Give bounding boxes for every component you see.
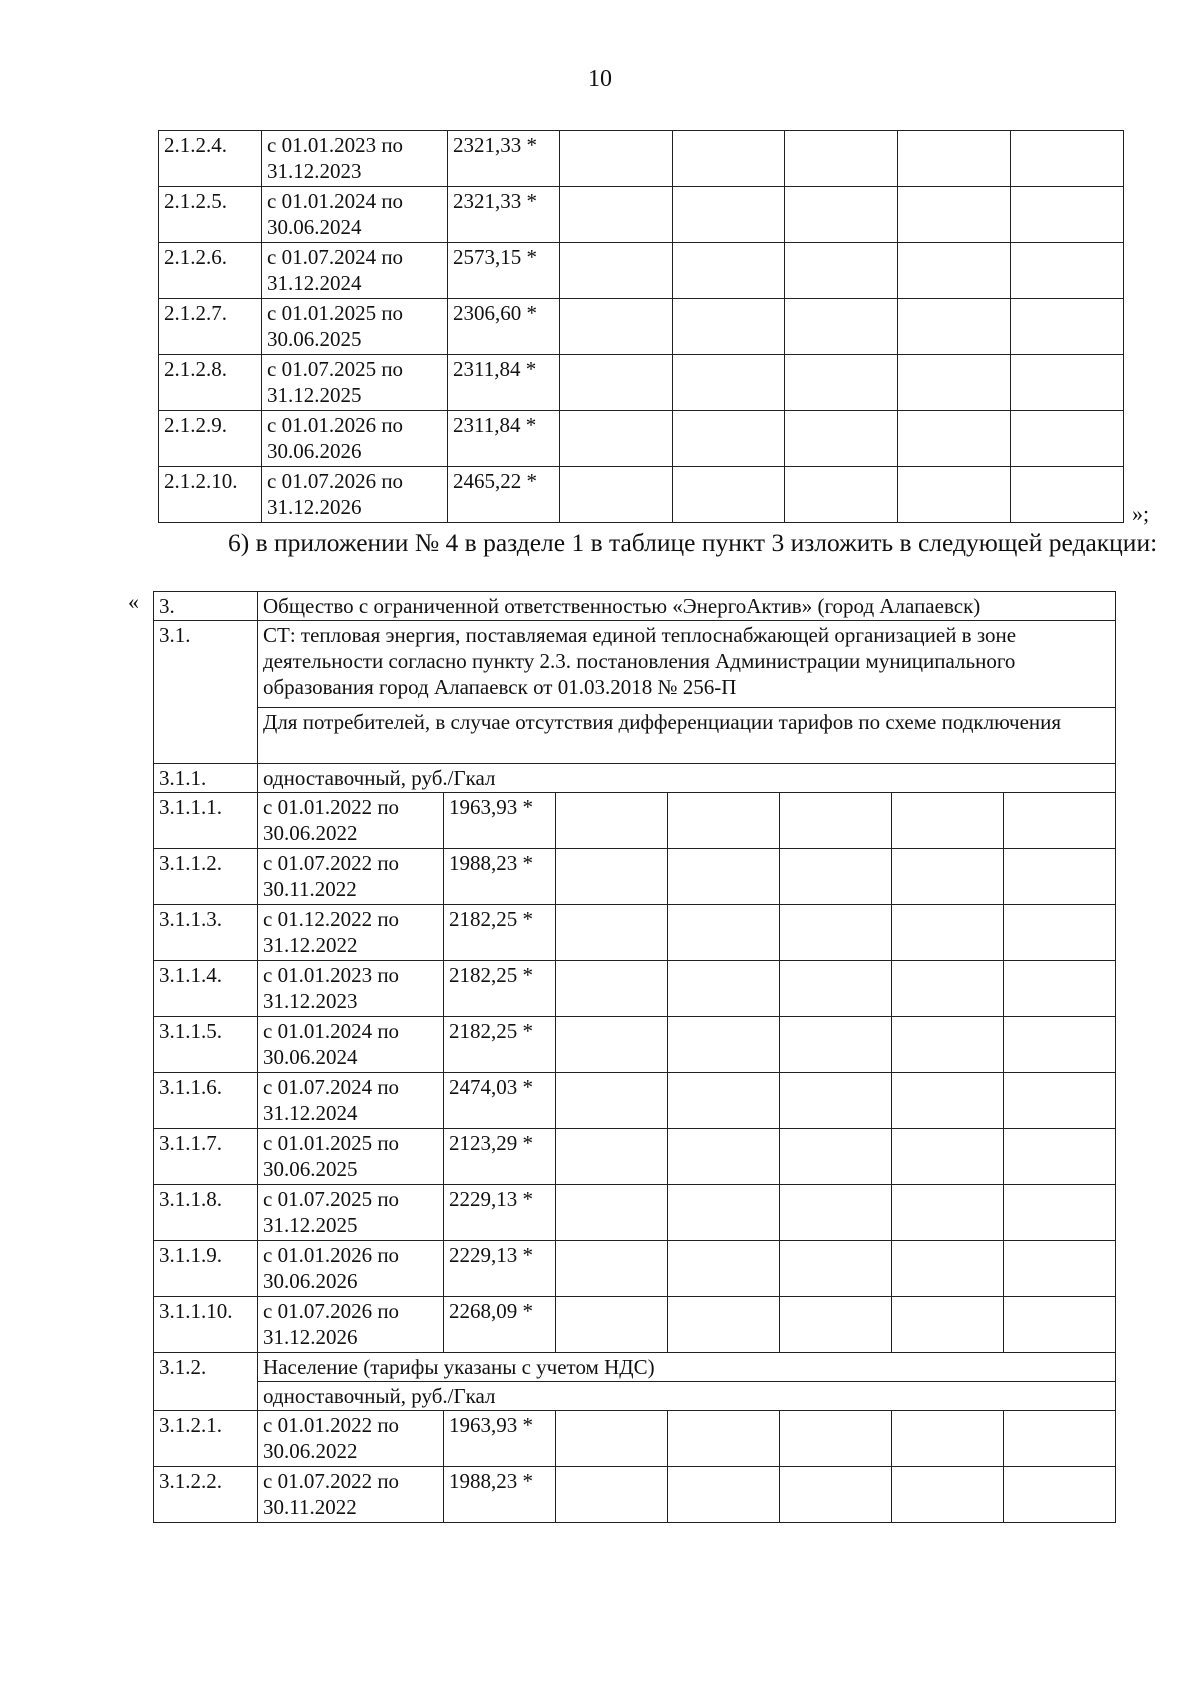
empty-cell bbox=[780, 1017, 892, 1073]
row-value: 2465,22 * bbox=[448, 467, 560, 523]
row-value: 1963,93 * bbox=[444, 1411, 556, 1467]
opening-quote: « bbox=[128, 589, 139, 614]
row-num: 2.1.2.6. bbox=[159, 243, 262, 299]
empty-cell bbox=[1011, 243, 1124, 299]
table-row bbox=[159, 131, 1124, 187]
empty-cell bbox=[785, 467, 898, 523]
empty-cell bbox=[780, 1411, 892, 1467]
row-num: 3.1.1.9. bbox=[154, 1241, 258, 1297]
row-value: 2123,29 * bbox=[444, 1129, 556, 1185]
empty-cell bbox=[785, 355, 898, 411]
population-label: Население (тарифы указаны с учетом НДС) bbox=[258, 1353, 1116, 1382]
row-num: 3.1.1.7. bbox=[154, 1129, 258, 1185]
row-period: с 01.01.2022 по 30.06.2022 bbox=[258, 1411, 444, 1467]
empty-cell bbox=[1004, 793, 1116, 849]
empty-cell bbox=[668, 1185, 780, 1241]
row-period: с 01.07.2022 по 30.11.2022 bbox=[258, 1467, 444, 1523]
empty-cell bbox=[785, 411, 898, 467]
row-num: 2.1.2.7. bbox=[159, 299, 262, 355]
row-value: 2573,15 * bbox=[448, 243, 560, 299]
empty-cell bbox=[668, 1073, 780, 1129]
table-row bbox=[154, 1017, 1116, 1073]
tariff-b-row bbox=[154, 1382, 1116, 1411]
table-row bbox=[159, 243, 1124, 299]
empty-cell bbox=[1011, 467, 1124, 523]
empty-cell bbox=[785, 299, 898, 355]
empty-cell bbox=[668, 1297, 780, 1353]
empty-cell bbox=[780, 961, 892, 1017]
row-period: с 01.01.2024 по 30.06.2024 bbox=[258, 1017, 444, 1073]
table-row bbox=[154, 961, 1116, 1017]
empty-cell bbox=[560, 467, 673, 523]
empty-cell bbox=[780, 905, 892, 961]
tariff-b-label: одноставочный, руб./Гкал bbox=[258, 1382, 1116, 1411]
consumers-note: Для потребителей, в случае отсутствия дифференциации тарифов по схеме подключения bbox=[258, 708, 1116, 764]
row-num: 3.1.2.1. bbox=[154, 1411, 258, 1467]
empty-cell bbox=[780, 1297, 892, 1353]
table-row bbox=[159, 299, 1124, 355]
org-num: 3. bbox=[154, 592, 258, 621]
empty-cell bbox=[556, 961, 668, 1017]
empty-cell bbox=[1011, 411, 1124, 467]
empty-cell bbox=[892, 1129, 1004, 1185]
table-row bbox=[159, 355, 1124, 411]
row-num: 2.1.2.5. bbox=[159, 187, 262, 243]
empty-cell bbox=[556, 1129, 668, 1185]
table-row bbox=[154, 905, 1116, 961]
empty-cell bbox=[892, 961, 1004, 1017]
empty-cell bbox=[892, 1411, 1004, 1467]
empty-cell bbox=[1004, 1467, 1116, 1523]
row-num: 3.1.1.6. bbox=[154, 1073, 258, 1129]
row-num: 3.1.1.3. bbox=[154, 905, 258, 961]
table-row bbox=[154, 1241, 1116, 1297]
row-period: с 01.01.2025 по 30.06.2025 bbox=[258, 1129, 444, 1185]
empty-cell bbox=[892, 849, 1004, 905]
empty-cell bbox=[560, 131, 673, 187]
empty-cell bbox=[668, 793, 780, 849]
empty-cell bbox=[1004, 1297, 1116, 1353]
row-period: с 01.07.2025 по 31.12.2025 bbox=[258, 1185, 444, 1241]
row-period: с 01.07.2024 по 31.12.2024 bbox=[258, 1073, 444, 1129]
empty-cell bbox=[898, 299, 1011, 355]
empty-cell bbox=[892, 1241, 1004, 1297]
row-num: 3.1.2.2. bbox=[154, 1467, 258, 1523]
empty-cell bbox=[673, 187, 785, 243]
row-period: с 01.07.2025 по 31.12.2025 bbox=[262, 355, 448, 411]
empty-cell bbox=[673, 131, 785, 187]
empty-cell bbox=[1004, 849, 1116, 905]
empty-cell bbox=[1004, 961, 1116, 1017]
table-row bbox=[154, 1185, 1116, 1241]
empty-cell bbox=[898, 411, 1011, 467]
empty-cell bbox=[556, 1241, 668, 1297]
row-period: с 01.07.2022 по 30.11.2022 bbox=[258, 849, 444, 905]
row-period: с 01.07.2026 по 31.12.2026 bbox=[262, 467, 448, 523]
empty-cell bbox=[1004, 905, 1116, 961]
empty-cell bbox=[1011, 299, 1124, 355]
empty-cell bbox=[668, 905, 780, 961]
row-value: 1988,23 * bbox=[444, 1467, 556, 1523]
empty-cell bbox=[1004, 1241, 1116, 1297]
service-description: СТ: тепловая энергия, поставляемая единой теплоснабжающей организацией в зоне деятельности согласно пункту 2.3. постановления Администрации муниципального образования город Алапаевск от 01.03.2018 № 256-П bbox=[258, 621, 1116, 708]
empty-cell bbox=[892, 1297, 1004, 1353]
tariff-table-section-3 bbox=[153, 591, 1116, 1523]
empty-cell bbox=[785, 187, 898, 243]
row-num: 3.1.1.10. bbox=[154, 1297, 258, 1353]
org-row bbox=[154, 592, 1116, 621]
empty-cell bbox=[1011, 187, 1124, 243]
empty-cell bbox=[556, 1467, 668, 1523]
empty-cell bbox=[560, 243, 673, 299]
empty-cell bbox=[556, 905, 668, 961]
row-value: 1963,93 * bbox=[444, 793, 556, 849]
tariff-table-continued bbox=[158, 130, 1124, 523]
row-period: с 01.12.2022 по 31.12.2022 bbox=[258, 905, 444, 961]
empty-cell bbox=[673, 411, 785, 467]
empty-cell bbox=[556, 1185, 668, 1241]
empty-cell bbox=[668, 1241, 780, 1297]
page-number: 10 bbox=[588, 66, 612, 92]
empty-cell bbox=[668, 849, 780, 905]
empty-cell bbox=[556, 793, 668, 849]
empty-cell bbox=[560, 299, 673, 355]
empty-cell bbox=[780, 1129, 892, 1185]
empty-cell bbox=[898, 243, 1011, 299]
row-period: с 01.01.2022 по 30.06.2022 bbox=[258, 793, 444, 849]
row-num: 2.1.2.10. bbox=[159, 467, 262, 523]
amendment-paragraph: 6) в приложении № 4 в разделе 1 в таблице пункт 3 изложить в следующей редакции: bbox=[228, 528, 1158, 557]
row-period: с 01.01.2023 по 31.12.2023 bbox=[258, 961, 444, 1017]
empty-cell bbox=[556, 1073, 668, 1129]
row-period: с 01.01.2024 по 30.06.2024 bbox=[262, 187, 448, 243]
empty-cell bbox=[780, 793, 892, 849]
closing-quote: »; bbox=[1132, 501, 1150, 526]
empty-cell bbox=[556, 1297, 668, 1353]
empty-cell bbox=[1004, 1073, 1116, 1129]
empty-cell bbox=[668, 1129, 780, 1185]
service-num: 3.1. bbox=[154, 621, 258, 764]
empty-cell bbox=[560, 187, 673, 243]
row-num: 3.1.1.1. bbox=[154, 793, 258, 849]
empty-cell bbox=[673, 299, 785, 355]
table-row bbox=[154, 1129, 1116, 1185]
table-row bbox=[159, 187, 1124, 243]
empty-cell bbox=[780, 1467, 892, 1523]
service-row bbox=[154, 621, 1116, 708]
row-value: 2229,13 * bbox=[444, 1241, 556, 1297]
row-value: 2229,13 * bbox=[444, 1185, 556, 1241]
population-num: 3.1.2. bbox=[154, 1353, 258, 1411]
empty-cell bbox=[892, 1073, 1004, 1129]
empty-cell bbox=[892, 1185, 1004, 1241]
population-row bbox=[154, 1353, 1116, 1382]
empty-cell bbox=[892, 905, 1004, 961]
empty-cell bbox=[668, 961, 780, 1017]
empty-cell bbox=[780, 1073, 892, 1129]
empty-cell bbox=[1004, 1017, 1116, 1073]
row-value: 2306,60 * bbox=[448, 299, 560, 355]
org-name: Общество с ограниченной ответственностью «ЭнергоАктив» (город Алапаевск) bbox=[258, 592, 1116, 621]
row-value: 2321,33 * bbox=[448, 131, 560, 187]
empty-cell bbox=[898, 187, 1011, 243]
row-period: с 01.01.2026 по 30.06.2026 bbox=[262, 411, 448, 467]
empty-cell bbox=[1004, 1185, 1116, 1241]
row-period: с 01.07.2024 по 31.12.2024 bbox=[262, 243, 448, 299]
empty-cell bbox=[780, 1241, 892, 1297]
row-value: 2311,84 * bbox=[448, 355, 560, 411]
empty-cell bbox=[556, 1017, 668, 1073]
row-num: 3.1.1.5. bbox=[154, 1017, 258, 1073]
row-value: 2311,84 * bbox=[448, 411, 560, 467]
table-row bbox=[154, 1411, 1116, 1467]
row-num: 2.1.2.4. bbox=[159, 131, 262, 187]
empty-cell bbox=[898, 355, 1011, 411]
row-value: 2268,09 * bbox=[444, 1297, 556, 1353]
empty-cell bbox=[1004, 1129, 1116, 1185]
empty-cell bbox=[780, 849, 892, 905]
empty-cell bbox=[556, 849, 668, 905]
row-period: с 01.07.2026 по 31.12.2026 bbox=[258, 1297, 444, 1353]
empty-cell bbox=[898, 131, 1011, 187]
row-period: с 01.01.2025 по 30.06.2025 bbox=[262, 299, 448, 355]
empty-cell bbox=[892, 793, 1004, 849]
empty-cell bbox=[785, 243, 898, 299]
empty-cell bbox=[673, 243, 785, 299]
empty-cell bbox=[892, 1467, 1004, 1523]
row-num: 2.1.2.9. bbox=[159, 411, 262, 467]
row-value: 2182,25 * bbox=[444, 905, 556, 961]
tariff-a-label: одноставочный, руб./Гкал bbox=[258, 764, 1116, 793]
row-value: 2474,03 * bbox=[444, 1073, 556, 1129]
table-row bbox=[159, 411, 1124, 467]
empty-cell bbox=[785, 131, 898, 187]
table-row bbox=[154, 793, 1116, 849]
row-value: 2321,33 * bbox=[448, 187, 560, 243]
row-value: 2182,25 * bbox=[444, 1017, 556, 1073]
consumers-row bbox=[154, 708, 1116, 764]
row-num: 3.1.1.4. bbox=[154, 961, 258, 1017]
empty-cell bbox=[1011, 355, 1124, 411]
table-row bbox=[154, 1297, 1116, 1353]
table-row bbox=[154, 1073, 1116, 1129]
row-period: с 01.01.2023 по 31.12.2023 bbox=[262, 131, 448, 187]
row-period: с 01.01.2026 по 30.06.2026 bbox=[258, 1241, 444, 1297]
table-row bbox=[159, 467, 1124, 523]
empty-cell bbox=[560, 411, 673, 467]
table-row bbox=[154, 849, 1116, 905]
empty-cell bbox=[668, 1411, 780, 1467]
empty-cell bbox=[1011, 131, 1124, 187]
row-num: 2.1.2.8. bbox=[159, 355, 262, 411]
empty-cell bbox=[780, 1185, 892, 1241]
empty-cell bbox=[673, 355, 785, 411]
row-value: 1988,23 * bbox=[444, 849, 556, 905]
empty-cell bbox=[560, 355, 673, 411]
row-num: 3.1.1.2. bbox=[154, 849, 258, 905]
empty-cell bbox=[1004, 1411, 1116, 1467]
row-value: 2182,25 * bbox=[444, 961, 556, 1017]
empty-cell bbox=[892, 1017, 1004, 1073]
empty-cell bbox=[668, 1017, 780, 1073]
tariff-a-num: 3.1.1. bbox=[154, 764, 258, 793]
row-num: 3.1.1.8. bbox=[154, 1185, 258, 1241]
empty-cell bbox=[898, 467, 1011, 523]
empty-cell bbox=[673, 467, 785, 523]
tariff-a-row bbox=[154, 764, 1116, 793]
empty-cell bbox=[556, 1411, 668, 1467]
empty-cell bbox=[668, 1467, 780, 1523]
table-row bbox=[154, 1467, 1116, 1523]
